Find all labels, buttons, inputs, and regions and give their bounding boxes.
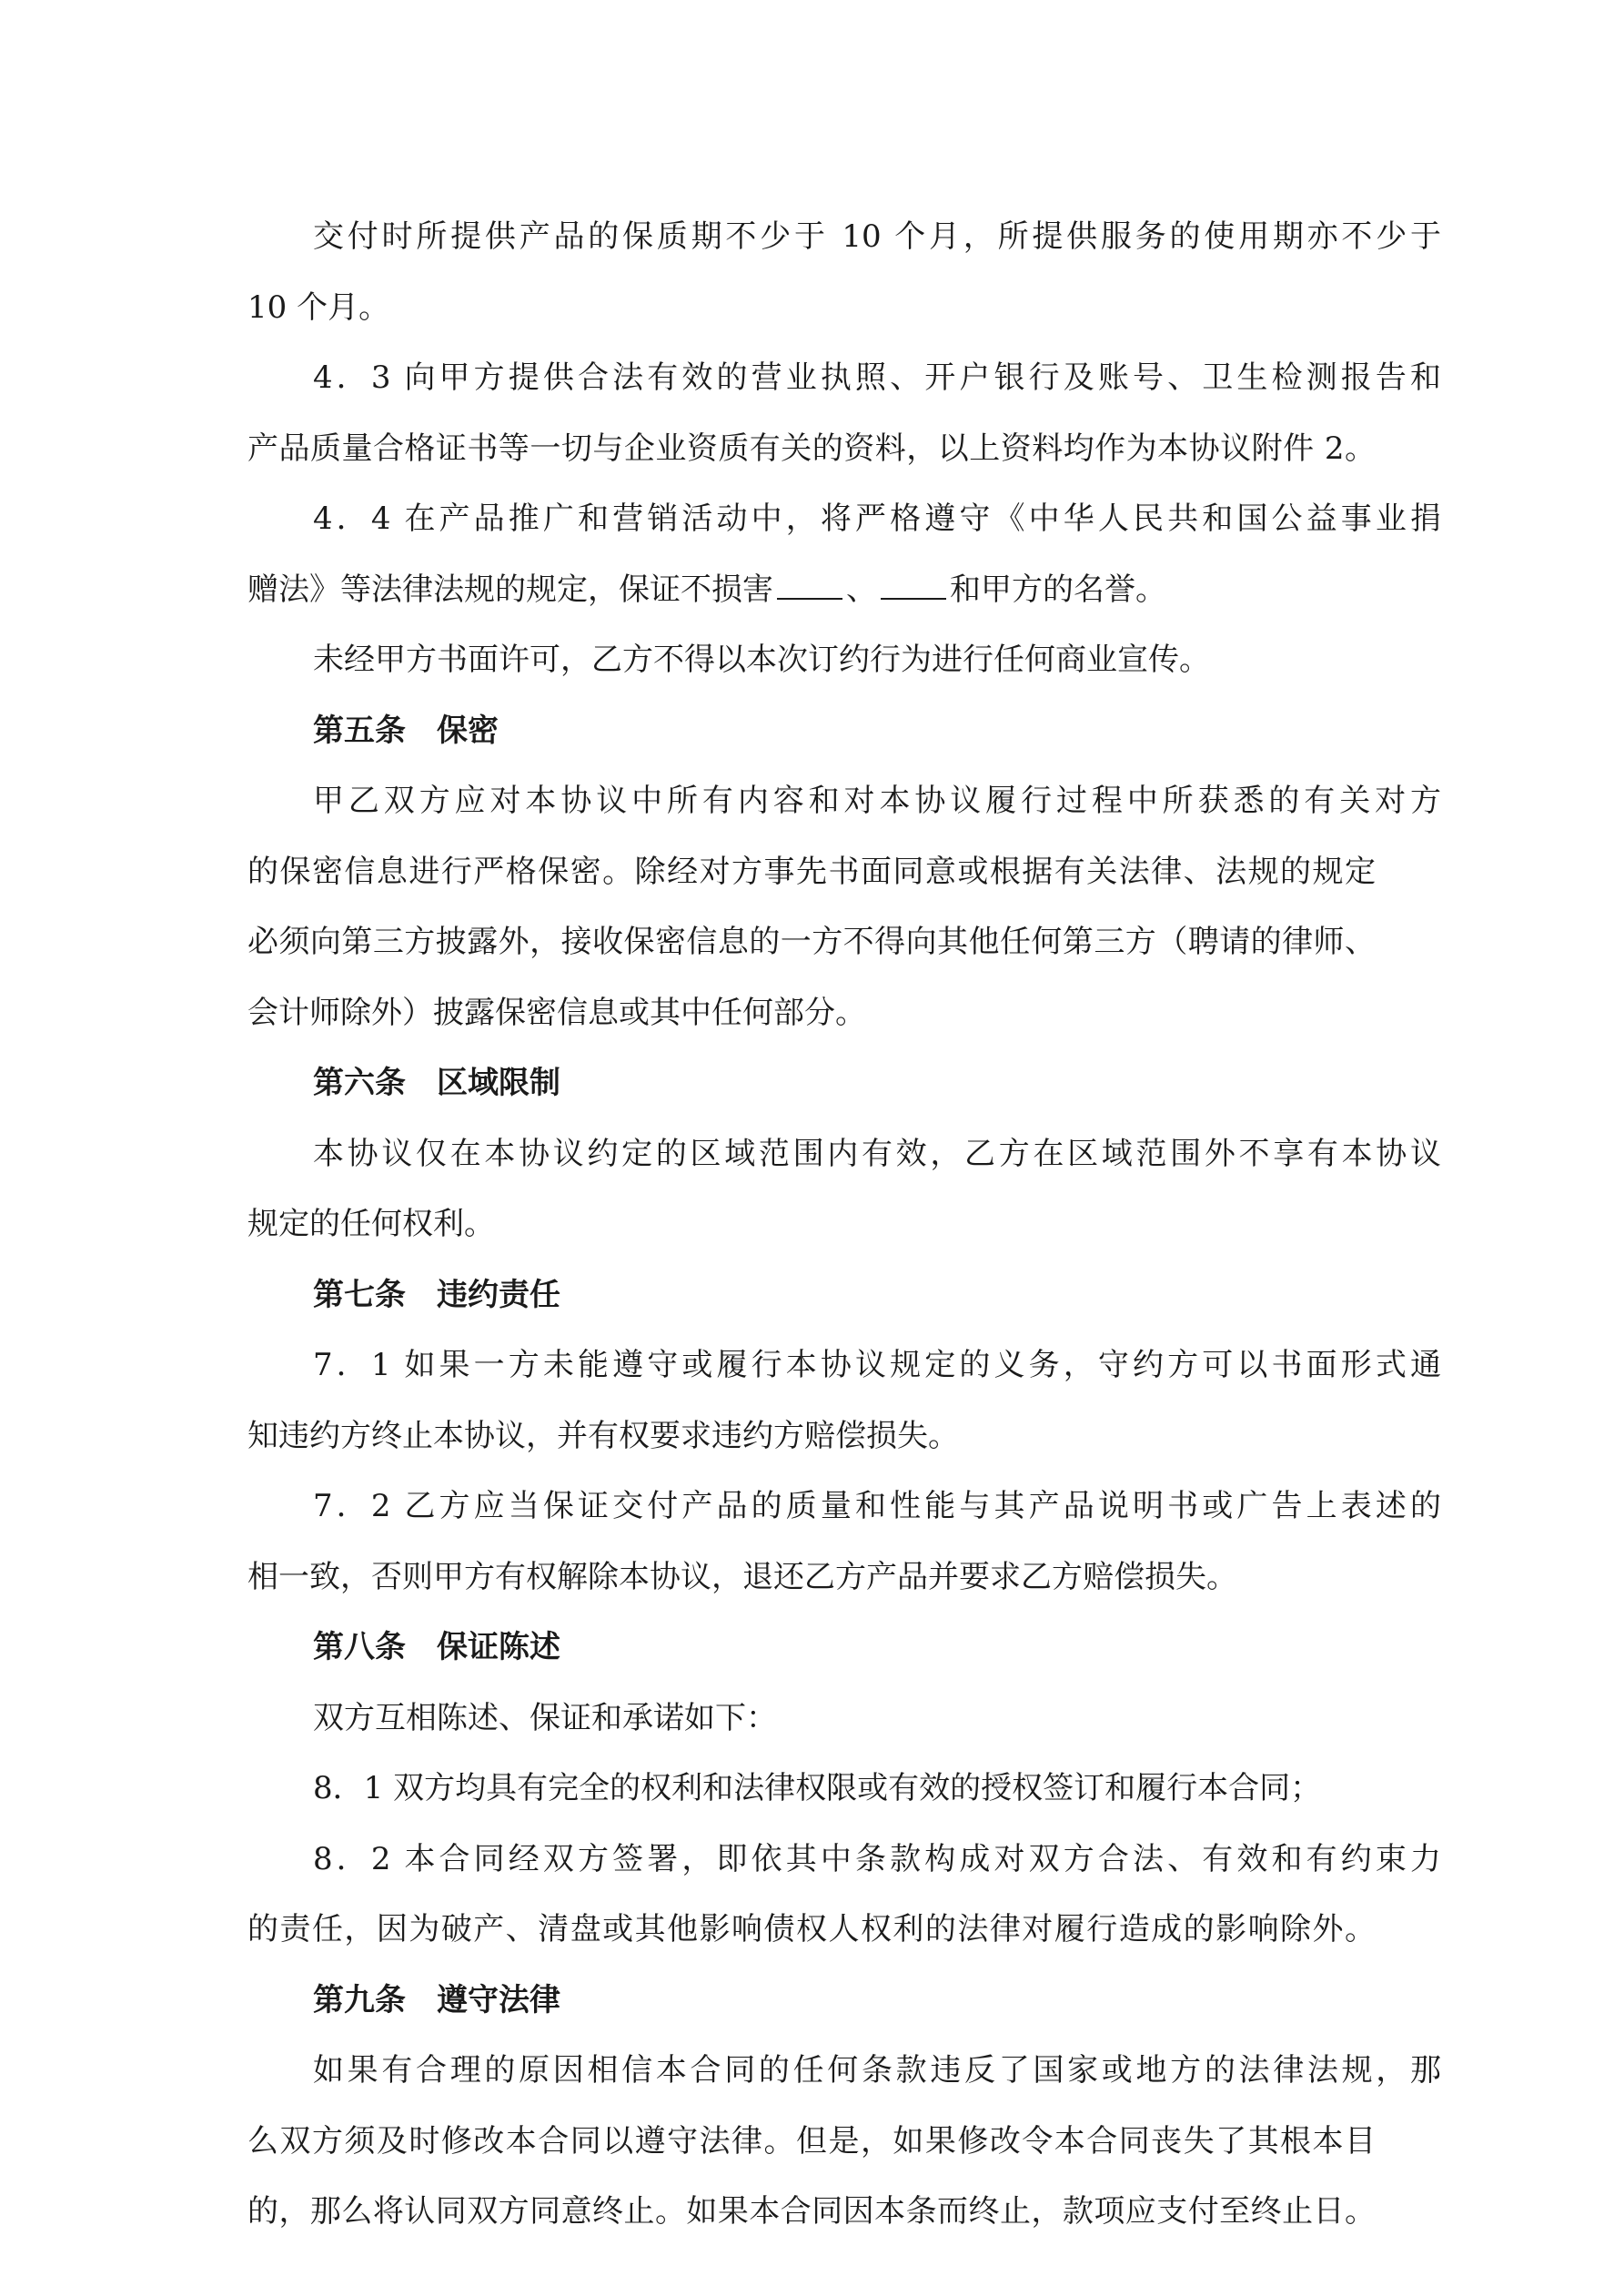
paragraph-line: 的责任，因为破产、清盘或其他影响债权人权利的法律对履行造成的影响除外。 bbox=[247, 1911, 1376, 1947]
paragraph-line: 如果有合理的原因相信本合同的任何条款违反了国家或地方的法律法规，那 bbox=[313, 2052, 1441, 2089]
fill-in-blank bbox=[881, 567, 946, 600]
paragraph-line: 的，那么将认同双方同意终止。如果本合同因本条而终止，款项应支付至终止日。 bbox=[247, 2193, 1376, 2230]
paragraph-line-with-blanks bbox=[247, 555, 1376, 626]
clause-4-4-line: 4．4 在产品推广和营销活动中，将严格遵守《中华人民共和国公益事业捐 bbox=[313, 501, 1441, 537]
paragraph-line: 双方互相陈述、保证和承诺如下： bbox=[313, 1699, 777, 1736]
document-body bbox=[247, 202, 1441, 2248]
paragraph-line: 会计师除外）披露保密信息或其中任何部分。 bbox=[247, 994, 866, 1031]
section-heading-8: 第八条 保证陈述 bbox=[313, 1629, 560, 1665]
clause-8-1-line: 8．1 双方均具有完全的权利和法律权限或有效的授权签订和履行本合同； bbox=[313, 1770, 1322, 1806]
text-segment: 和甲方的名誉。 bbox=[950, 571, 1166, 608]
paragraph-line: 么双方须及时修改本合同以遵守法律。但是，如果修改令本合同丧失了其根本目 bbox=[247, 2122, 1376, 2159]
paragraph-line: 相一致，否则甲方有权解除本协议，退还乙方产品并要求乙方赔偿损失。 bbox=[247, 1558, 1237, 1595]
clause-7-1-line: 7．1 如果一方未能遵守或履行本协议规定的义务，守约方可以书面形式通 bbox=[313, 1347, 1441, 1383]
clause-4-3-line: 4．3 向甲方提供合法有效的营业执照、开户银行及账号、卫生检测报告和 bbox=[313, 359, 1441, 396]
section-heading-6: 第六条 区域限制 bbox=[313, 1065, 560, 1101]
clause-8-2-line: 8．2 本合同经双方签署，即依其中条款构成对双方合法、有效和有约束力 bbox=[313, 1840, 1441, 1877]
section-heading-9: 第九条 遵守法律 bbox=[313, 1981, 560, 2018]
section-heading-5: 第五条 保密 bbox=[313, 712, 499, 749]
paragraph-line: 的保密信息进行严格保密。除经对方事先书面同意或根据有关法律、法规的规定 bbox=[247, 853, 1376, 890]
paragraph-line: 10 个月。 bbox=[247, 288, 390, 326]
paragraph-line: 规定的任何权利。 bbox=[247, 1206, 495, 1242]
paragraph-line: 必须向第三方披露外，接收保密信息的一方不得向其他任何第三方（聘请的律师、 bbox=[247, 924, 1376, 960]
paragraph-line: 未经甲方书面许可，乙方不得以本次订约行为进行任何商业宣传。 bbox=[313, 642, 1210, 678]
paragraph-line: 本协议仅在本协议约定的区域范围内有效，乙方在区域范围外不享有本协议 bbox=[313, 1135, 1441, 1172]
paragraph-line: 知违约方终止本协议，并有权要求违约方赔偿损失。 bbox=[247, 1417, 959, 1454]
paragraph-line: 甲乙双方应对本协议中所有内容和对本协议履行过程中所获悉的有关对方 bbox=[313, 783, 1441, 819]
fill-in-blank bbox=[777, 567, 842, 600]
section-heading-7: 第七条 违约责任 bbox=[313, 1276, 560, 1313]
text-segment: 、 bbox=[846, 571, 877, 608]
clause-7-2-line: 7．2 乙方应当保证交付产品的质量和性能与其产品说明书或广告上表述的 bbox=[313, 1488, 1441, 1524]
paragraph-line: 产品质量合格证书等一切与企业资质有关的资料，以上资料均作为本协议附件 2。 bbox=[247, 430, 1376, 467]
paragraph-line: 交付时所提供产品的保质期不少于 10 个月，所提供服务的使用期亦不少于 bbox=[313, 218, 1441, 255]
text-segment: 赠法》等法律法规的规定，保证不损害 bbox=[247, 571, 773, 608]
